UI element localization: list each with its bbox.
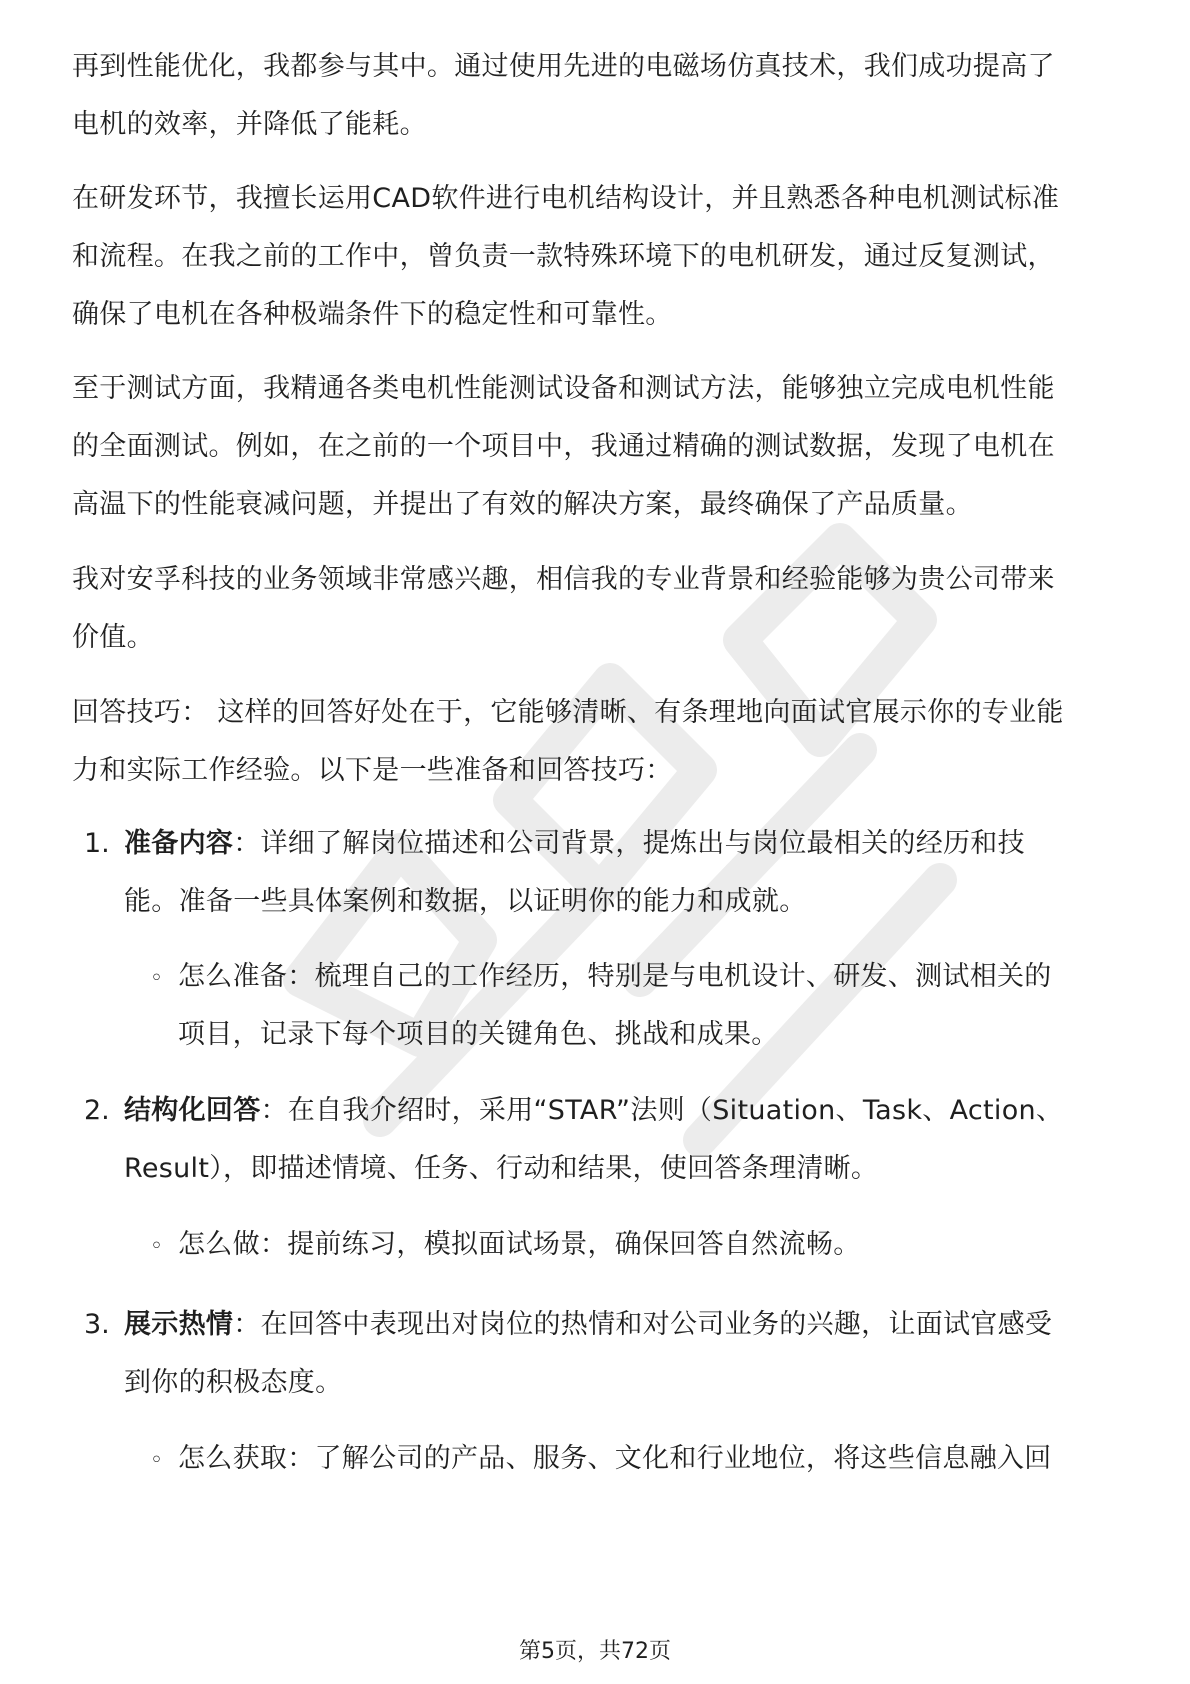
paragraph-line: 我对安孚科技的业务领域非常感兴趣，相信我的专业背景和经验能够为贵公司带来 bbox=[72, 564, 1055, 595]
list-item-title: 展示热情 bbox=[124, 1309, 234, 1340]
list-item-line: ：详细了解岗位描述和公司背景，提炼出与岗位最相关的经历和技 bbox=[233, 828, 1025, 859]
list-item-title: 结构化回答 bbox=[124, 1095, 261, 1126]
sub-item-2 bbox=[178, 1216, 1128, 1274]
paragraph-line: 电机的效率，并降低了能耗。 bbox=[72, 109, 427, 140]
list-item-line: 能。准备一些具体案例和数据，以证明你的能力和成就。 bbox=[124, 886, 807, 917]
paragraph-line: 和流程。在我之前的工作中，曾负责一款特殊环境下的电机研发，通过反复测试， bbox=[72, 241, 1055, 272]
paragraph-line: 价值。 bbox=[72, 622, 154, 653]
list-number: 1. bbox=[84, 828, 110, 859]
list-item-line: ：在回答中表现出对岗位的热情和对公司业务的兴趣，让面试官感受 bbox=[233, 1309, 1053, 1340]
list-item-2 bbox=[124, 1082, 1124, 1198]
paragraph-4 bbox=[72, 551, 1122, 667]
page-footer: 第5页，共72页 bbox=[519, 1639, 671, 1664]
paragraph-line: 再到性能优化，我都参与其中。通过使用先进的电磁场仿真技术，我们成功提高了 bbox=[72, 51, 1055, 82]
list-item-3 bbox=[124, 1296, 1124, 1412]
sub-item-1 bbox=[178, 948, 1128, 1064]
paragraph-line: 在研发环节，我擅长运用CAD软件进行电机结构设计，并且熟悉各种电机测试标准 bbox=[72, 183, 1060, 214]
paragraph-line: 高温下的性能衰减问题，并提出了有效的解决方案，最终确保了产品质量。 bbox=[72, 489, 973, 520]
paragraph-line: 至于测试方面，我精通各类电机性能测试设备和测试方法，能够独立完成电机性能 bbox=[72, 373, 1055, 404]
paragraph-3 bbox=[72, 360, 1122, 534]
list-number: 3. bbox=[84, 1309, 110, 1340]
paragraph-line: 的全面测试。例如，在之前的一个项目中，我通过精确的测试数据，发现了电机在 bbox=[72, 431, 1055, 462]
sub-item-line: 项目，记录下每个项目的关键角色、挑战和成果。 bbox=[178, 1019, 779, 1050]
list-item-line: Result），即描述情境、任务、行动和结果，使回答条理清晰。 bbox=[124, 1153, 879, 1184]
sub-bullet: ◦ bbox=[150, 1234, 163, 1259]
paragraph-line: 确保了电机在各种极端条件下的稳定性和可靠性。 bbox=[72, 299, 673, 330]
sub-item-line: 怎么做：提前练习，模拟面试场景，确保回答自然流畅。 bbox=[178, 1229, 861, 1260]
sub-bullet: ◦ bbox=[150, 1448, 163, 1473]
paragraph-line: 回答技巧： 这样的回答好处在于，它能够清晰、有条理地向面试官展示你的专业能 bbox=[72, 697, 1064, 728]
paragraph-line: 力和实际工作经验。以下是一些准备和回答技巧： bbox=[72, 755, 673, 786]
list-item-1 bbox=[124, 815, 1124, 931]
sub-item-line: 怎么获取：了解公司的产品、服务、文化和行业地位，将这些信息融入回 bbox=[178, 1443, 1052, 1474]
sub-item-line: 怎么准备：梳理自己的工作经历，特别是与电机设计、研发、测试相关的 bbox=[178, 961, 1052, 992]
list-item-title: 准备内容 bbox=[124, 828, 234, 859]
paragraph-2 bbox=[72, 170, 1122, 344]
sub-bullet: ◦ bbox=[150, 966, 163, 991]
list-item-line: 到你的积极态度。 bbox=[124, 1367, 343, 1398]
list-number: 2. bbox=[84, 1095, 110, 1126]
list-item-line: ：在自我介绍时，采用“STAR”法则（Situation、Task、Action、 bbox=[260, 1095, 1064, 1126]
paragraph-1 bbox=[72, 38, 1122, 154]
paragraph-5 bbox=[72, 684, 1122, 800]
sub-item-3 bbox=[178, 1430, 1128, 1488]
